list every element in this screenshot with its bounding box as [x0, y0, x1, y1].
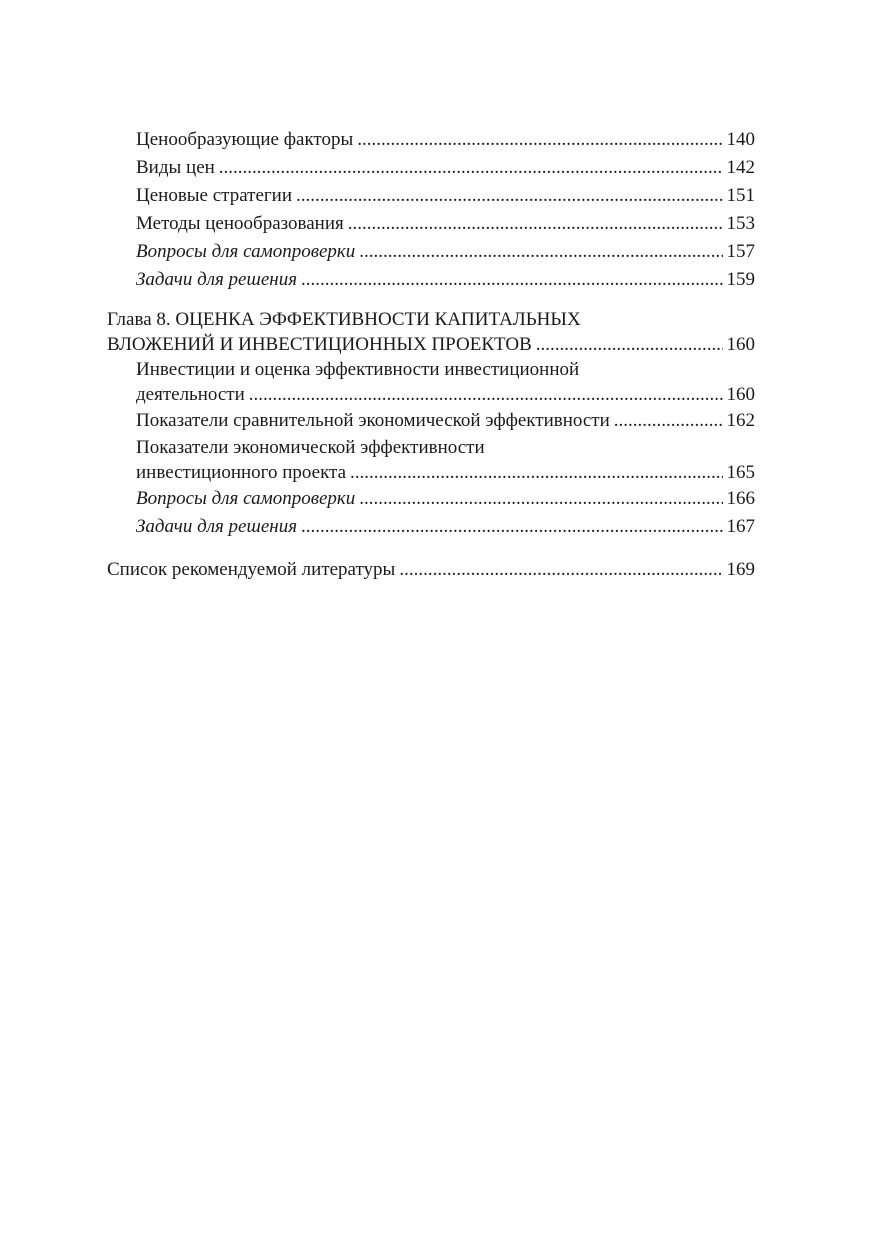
- toc-leader-dots: [357, 126, 722, 154]
- toc-entry[interactable]: [107, 513, 755, 541]
- toc-leader-dots: [301, 266, 722, 294]
- toc-entry-bibliography[interactable]: [107, 556, 755, 584]
- toc-entry-page: 159: [726, 269, 755, 290]
- toc-leader-dots: [350, 460, 722, 485]
- toc-entry-row: [107, 382, 755, 407]
- toc-leader-dots: [536, 332, 723, 357]
- toc-entry-title-line1: Инвестиции и оценка эффективности инвестиционной: [136, 359, 580, 380]
- toc-leader-dots: [249, 382, 723, 407]
- toc-entry-multiline[interactable]: [107, 357, 755, 407]
- toc-entry[interactable]: [107, 238, 755, 266]
- toc-entry-title: Задачи для решения: [136, 516, 298, 537]
- toc-entry-page: 153: [726, 213, 755, 234]
- toc-entry-title: Задачи для решения: [136, 269, 298, 290]
- toc-entry-page: 151: [726, 185, 755, 206]
- toc-entry-page: 157: [726, 241, 755, 262]
- toc-entry-multiline[interactable]: [107, 435, 755, 485]
- chapter-title-line2: ВЛОЖЕНИЙ И ИНВЕСТИЦИОННЫХ ПРОЕКТОВ: [107, 334, 532, 355]
- toc-entry-title: Ценовые стратегии: [136, 185, 293, 206]
- toc-entry-page: 165: [726, 462, 755, 483]
- toc-entry-page: 162: [726, 410, 755, 431]
- toc-entry-page: 169: [726, 559, 755, 580]
- toc-entry[interactable]: [107, 266, 755, 294]
- toc-entry[interactable]: [107, 154, 755, 182]
- toc-leader-dots: [359, 485, 722, 513]
- chapter-title-row: [107, 332, 755, 357]
- chapter-page: 160: [726, 334, 755, 355]
- toc-entry[interactable]: [107, 407, 755, 435]
- toc-leader-dots: [359, 238, 722, 266]
- toc-entry-page: 142: [726, 157, 755, 178]
- toc-entry-title: Виды цен: [136, 157, 215, 178]
- table-of-contents: [107, 126, 755, 584]
- toc-entry-title-line2: деятельности: [136, 384, 245, 405]
- toc-entry-title: Список рекомендуемой литературы: [107, 559, 396, 580]
- toc-entry-title: Вопросы для самопроверки: [136, 488, 356, 509]
- toc-entry-title: Показатели сравнительной экономической эффективности: [136, 410, 610, 431]
- toc-entry[interactable]: [107, 485, 755, 513]
- chapter-title-line1: Глава 8. ОЦЕНКА ЭФФЕКТИВНОСТИ КАПИТАЛЬНЫХ: [107, 309, 581, 330]
- toc-entry[interactable]: [107, 126, 755, 154]
- toc-entry-title: Ценообразующие факторы: [136, 129, 354, 150]
- toc-leader-dots: [399, 556, 722, 584]
- toc-entry-page: 160: [726, 384, 755, 405]
- toc-leader-dots: [614, 407, 723, 435]
- chapter-heading[interactable]: [107, 307, 755, 357]
- toc-leader-dots: [348, 210, 723, 238]
- toc-entry-title: Вопросы для самопроверки: [136, 241, 356, 262]
- toc-leader-dots: [301, 513, 722, 541]
- toc-leader-dots: [296, 182, 722, 210]
- toc-entry-title-line2: инвестиционного проекта: [136, 462, 347, 483]
- toc-entry[interactable]: [107, 182, 755, 210]
- toc-entry-page: 166: [726, 488, 755, 509]
- toc-entry-title: Методы ценообразования: [136, 213, 344, 234]
- toc-entry[interactable]: [107, 210, 755, 238]
- toc-entry-row: [107, 460, 755, 485]
- toc-entry-title-line1: Показатели экономической эффективности: [136, 437, 485, 458]
- toc-entry-page: 140: [726, 129, 755, 150]
- toc-entry-page: 167: [726, 516, 755, 537]
- toc-leader-dots: [219, 154, 723, 182]
